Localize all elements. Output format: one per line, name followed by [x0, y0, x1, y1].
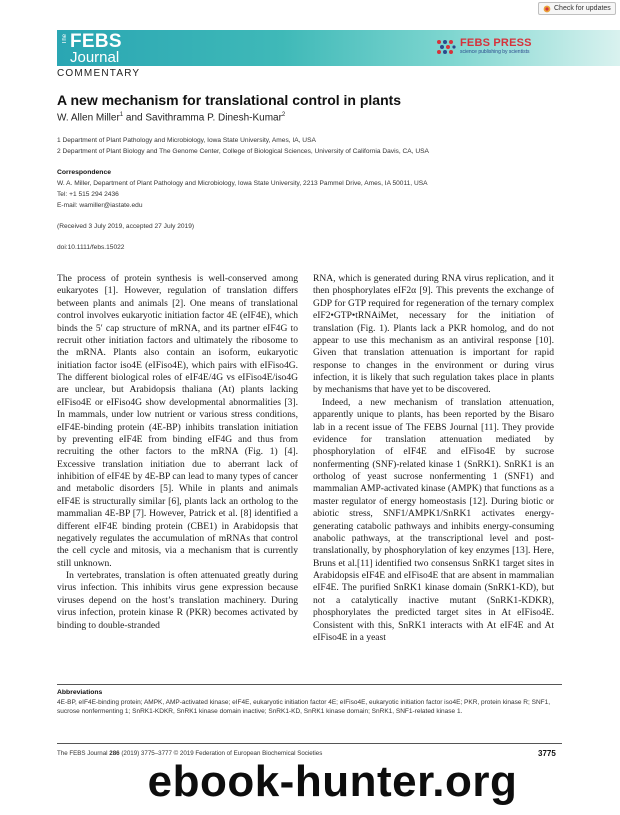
authors	[57, 112, 285, 123]
journal-banner	[57, 30, 620, 66]
correspondence-phone: Tel: +1 515 294 2436	[57, 191, 119, 198]
received-dates: (Received 3 July 2019, accepted 27 July 2019)	[57, 223, 195, 230]
footer-rule	[57, 743, 562, 744]
abbreviations-heading: Abbreviations	[57, 689, 103, 696]
body-column-left	[57, 273, 298, 632]
page-number: 3775	[538, 749, 556, 758]
author-1-affil-marker: 1	[119, 112, 124, 118]
author-1: W. Allen Miller	[57, 112, 120, 124]
footer-volume: 286	[109, 750, 120, 757]
article-title: A new mechanism for translational control in plants	[57, 92, 402, 108]
affiliation-2: 2 Department of Plant Biology and The Genome Center, College of Biological Sciences, University of California Davis, CA, USA	[57, 148, 429, 155]
section-label: COMMENTARY	[57, 68, 141, 79]
febs-press-icon	[436, 39, 456, 55]
press-tagline: science publishing by scientists	[460, 49, 530, 55]
correspondence-address: W. A. Miller, Department of Plant Pathology and Microbiology, Iowa State University, 2213 Pammel Drive, Ames, IA 50011, USA	[57, 180, 428, 187]
correspondence-email: E-mail: wamiller@iastate.edu	[57, 202, 143, 209]
author-2: and Savithramma P. Dinesh-Kumar	[123, 112, 282, 124]
press-name: FEBS PRESS	[460, 37, 532, 49]
body-paragraph: Indeed, a new mechanism of translation attenuation, apparently unique to plants, has been reported by the Bisaro lab in a recent issue of The FEBS Journal [11]. They provide evidence for translation attenuation mediated by phosphorylation of eIF4E and eIFiso4E by sucrose nonfermenting (SNF)-related kinase 1 (SnRK1). SnRK1 is an ortholog of yeast sucrose nonfermenting 1 (SNF1) and mammalian AMP-activated kinase (AMPK) that functions as a master regulator of energy homeostasis [12]. During biotic or abiotic stress, SNF1/AMPK1/SnRK1 activates energy-generating catabolic pathways and inhibits energy-consuming anabolic pathways, at the transcriptional level and post-translationally, by phosphorylation of key enzymes [13]. Here, Bruns et al.[11] identified two consensus SnRK1 target sites in Arabidopsis eIF4E and eIFiso4E that are absent in mammalian eIF4E. The purified SnRK1 kinase domain (SnRK1-KD), but not a catalytically inactive mutant (SnRK1-KDKR), phosphorylates the predicted target sites in At eIFiso4E. Consistent with this, SnRK1 interacts with At eIF4E and At eIFiso4E in a yeast	[313, 396, 554, 643]
update-icon	[543, 5, 551, 13]
check-for-updates-button[interactable]	[538, 2, 616, 15]
abbreviations-rule	[57, 684, 562, 685]
abbreviations-text: 4E-BP, eIF4E-binding protein; AMPK, AMP-activated kinase; eIF4E, eukaryotic initiation factor 4E; eIFiso4E, eukaryotic initiation factor iso4E; PKR, protein kinase R; SNF1, sucrose nonfermenting 1; SnRK1-KDKR, SnRK1 kinase domain inactive; SnRK1-KD, SnRK1 kinase domain; SnRK1, SNF1-related kinase 1.	[57, 699, 551, 716]
body-paragraph: RNA, which is generated during RNA virus replication, and it then phosphorylates eIF2α [9]. This prevents the exchange of GDP for GTP required for regeneration of the ternary complex eIF2•GTP•tRNAiMet, necessary for the initiation of translation (Fig. 1). Plants lack a PKR homolog, and do not appear to use this mechanism as an antiviral response [10]. Given that translation attenuation is important for rapid response to changes in the environment or during virus infection, it is likely that such regulation takes place in plants by mechanisms that have yet to be discovered.	[313, 273, 554, 396]
check-for-updates-label: Check for updates	[554, 5, 611, 12]
body-paragraph: In vertebrates, translation is often attenuated greatly during virus infection. This inhibits virus gene expression because viruses depend on the host’s translation machinery. During virus infection, protein kinase R (PKR) becomes activated by binding to double-stranded	[57, 570, 298, 631]
journal-logo-journal: Journal	[70, 49, 120, 66]
correspondence-heading: Correspondence	[57, 169, 112, 176]
body-column-right	[313, 273, 554, 644]
footer-rest: (2019) 3775–3777 © 2019 Federation of European Biochemical Societies	[119, 750, 323, 757]
doi: doi:10.1111/febs.15022	[57, 244, 125, 251]
journal-logo-the: The	[62, 34, 68, 45]
watermark: ebook-hunter.org	[147, 757, 518, 806]
affiliation-1: 1 Department of Plant Pathology and Microbiology, Iowa State University, Ames, IA, USA	[57, 137, 316, 144]
journal-logo-febs: FEBS	[70, 31, 122, 52]
febs-press-logo	[436, 38, 532, 56]
footer-journal: The FEBS Journal	[57, 750, 110, 757]
body-paragraph: The process of protein synthesis is well-conserved among eukaryotes [1]. However, regulation of translation differs between plants and animals [2]. One means of translational control involves eukaryotic initiation factor 4E (eIF4E), which binds the 5′ cap structure of mRNA, and its partner eIF4G to recruit other initiation factors and ultimately the ribosome to the mRNA. Plants also contain an isoform, eukaryotic initiation factor iso4E (eIFiso4E), which pairs with eIFiso4G. The different biological roles of eIF4E/4G vs eIFiso4E/iso4G are unclear, but Arabidopsis thaliana (At) plants lacking eIFiso4E or eIFiso4G show developmental abnormalities [3]. In mammals, under low nutrient or various stress conditions, eIF4E-binding protein (4E-BP) inhibits translation initiation by preventing eIF4E from binding eIF4G and thus from recruiting the other factors to the mRNA (Fig. 1) [4]. Excessive translation initiation due to aberrant lack of inhibition of eIF4E by 4E-BP can lead to many types of cancer and metabolic disorders [5]. While in plants and animals eIF4E is structurally similar [6], plants lack an ortholog to the mammalian 4E-BP [7]. However, Patrick et al. [8] identified a different eIF4E binding protein (CBE1) in Arabidopsis that negatively regulates the accumulation of mRNAs that control the cell cycle and mitosis, via a mechanism that is currently still unknown.	[57, 273, 298, 569]
author-2-affil-marker: 2	[281, 112, 286, 118]
